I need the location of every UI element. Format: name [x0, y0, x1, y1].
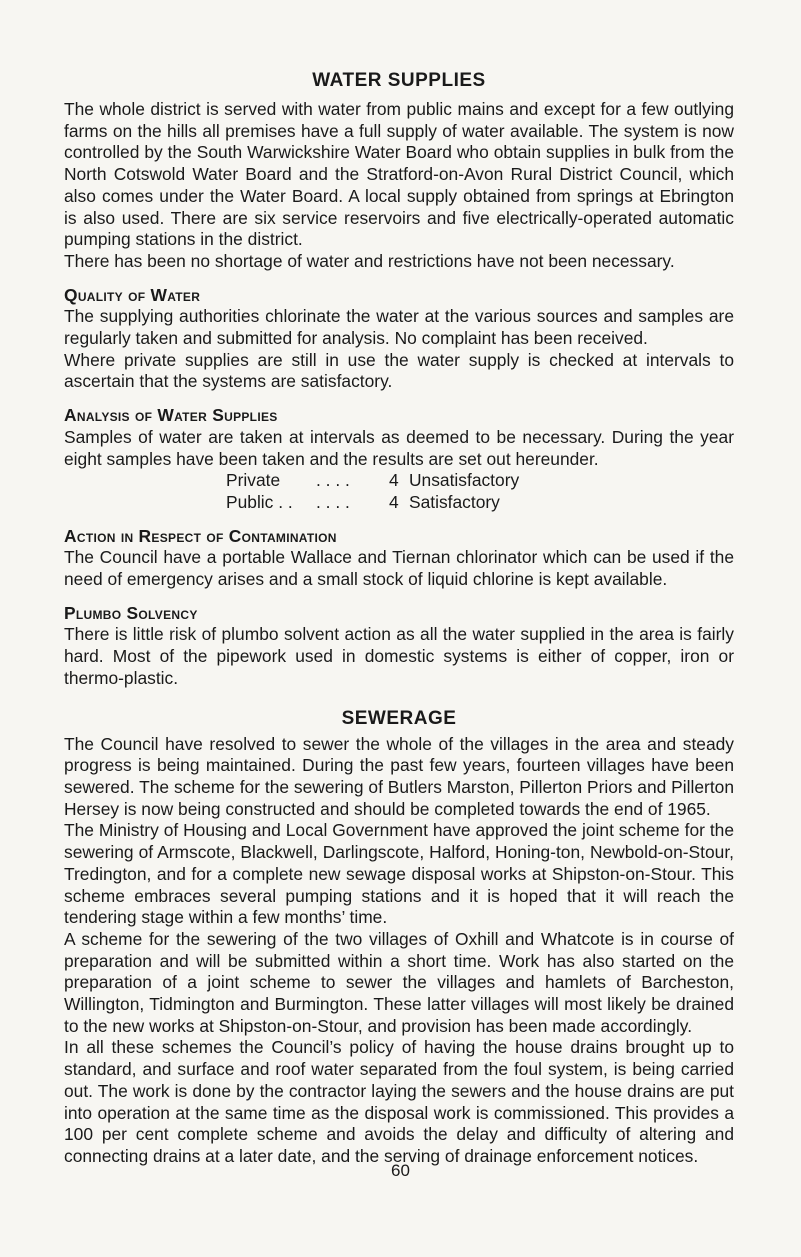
water-supplies-paragraph-2: There has been no shortage of water and restrictions have not been necessary. — [64, 250, 675, 271]
action-heading: Action in Respect of Contamination — [64, 525, 337, 546]
result-count: 4 — [389, 470, 399, 491]
result-row-public — [64, 492, 734, 514]
plumbo-paragraph-1: There is little risk of plumbo solvent action as all the water supplied in the area is fairly hard. Most of the pipework used in domestic systems is either of copper, iron or thermo-plastic. — [64, 624, 734, 688]
quality-heading: Quality of Water — [64, 284, 201, 305]
sewerage-paragraph-1: The Council have resolved to sewer the whole of the villages in the area and steady progress is being maintained. During the past few years, fourteen villages have been sewered. The scheme for the sewering of Butlers Marston, Pillerton Priors and Pillerton Hersey is now being constructed and should be completed towards the end of 1965. — [64, 733, 734, 819]
analysis-results — [64, 470, 734, 513]
sewerage-title: SEWERAGE — [341, 707, 457, 729]
sewerage-paragraph-3: A scheme for the sewering of the two villages of Oxhill and Whatcote is in course of preparation and will be submitted within a short time. Work has also started on the preparation of a joint scheme to sewer the villages and hamlets of Barcheston, Willington, Tidmington and Burmington. These latter villages will most likely be drained to the new works at Shipston-on-Stour, and provision has been made accordingly. — [64, 928, 734, 1036]
analysis-heading: Analysis of Water Supplies — [64, 405, 278, 426]
result-row-private — [64, 470, 734, 492]
quality-paragraph-2: Where private supplies are still in use the water supply is checked at intervals to ascertain that the systems are satisfactory. — [64, 349, 734, 392]
result-label: Public . . — [226, 491, 293, 512]
sewerage-paragraph-4: In all these schemes the Council’s policy of having the house drains brought up to standard, and surface and roof water separated from the foul system, is being carried out. The work is done by the contractor laying the sewers and the house drains are put into operation at the same time as the disposal work is commissioned. This provides a 100 per cent complete scheme and avoids the delay and difficulty of altering and connecting drains at a later date, and the serving of drainage enforcement notices. — [64, 1037, 734, 1166]
result-status: Satisfactory — [409, 491, 500, 512]
result-leader-dots: . . . . — [316, 491, 350, 512]
sewerage-paragraph-2: The Ministry of Housing and Local Government have approved the joint scheme for the sewering of Armscote, Blackwell, Darlingscote, Halford, Honing-ton, Newbold-on-Stour, Tredington, and for a complete new sewage disposal works at Shipston-on-Stour. This scheme embraces several pumping stations and it is hoped that it will reach the tendering stage within a few months’ time. — [64, 820, 734, 928]
document-page — [64, 70, 734, 1168]
water-supplies-paragraph-1: The whole district is served with water from public mains and except for a few outlying farms on the hills all premises have a full supply of water available. The system is now controlled by the South Warwickshire Water Board who obtain supplies in bulk from the North Cotswold Water Board and the Stratford-on-Avon Rural District Council, which also comes under the Water Board. A local supply obtained from springs at Ebrington is also used. There are six service reservoirs and five electrically-operated automatic pumping stations in the district. — [64, 99, 734, 250]
quality-paragraph-1: The supplying authorities chlorinate the water at the various sources and samples are regularly taken and submitted for analysis. No complaint has been received. — [64, 306, 734, 349]
action-paragraph-1: The Council have a portable Wallace and Tiernan chlorinator which can be used if the need of emergency arises and a small stock of liquid chlorine is kept available. — [64, 547, 734, 590]
result-status: Unsatisfactory — [409, 470, 520, 491]
result-count: 4 — [389, 491, 399, 512]
page-number: 60 — [391, 1161, 410, 1180]
water-supplies-title: WATER SUPPLIES — [312, 70, 486, 91]
result-label: Private — [226, 470, 281, 491]
plumbo-heading: Plumbo Solvency — [64, 602, 198, 623]
result-leader-dots: . . . . — [316, 470, 350, 491]
analysis-paragraph-1: Samples of water are taken at intervals as deemed to be necessary. During the year eight samples have been taken and the results are set out hereunder. — [64, 426, 734, 469]
